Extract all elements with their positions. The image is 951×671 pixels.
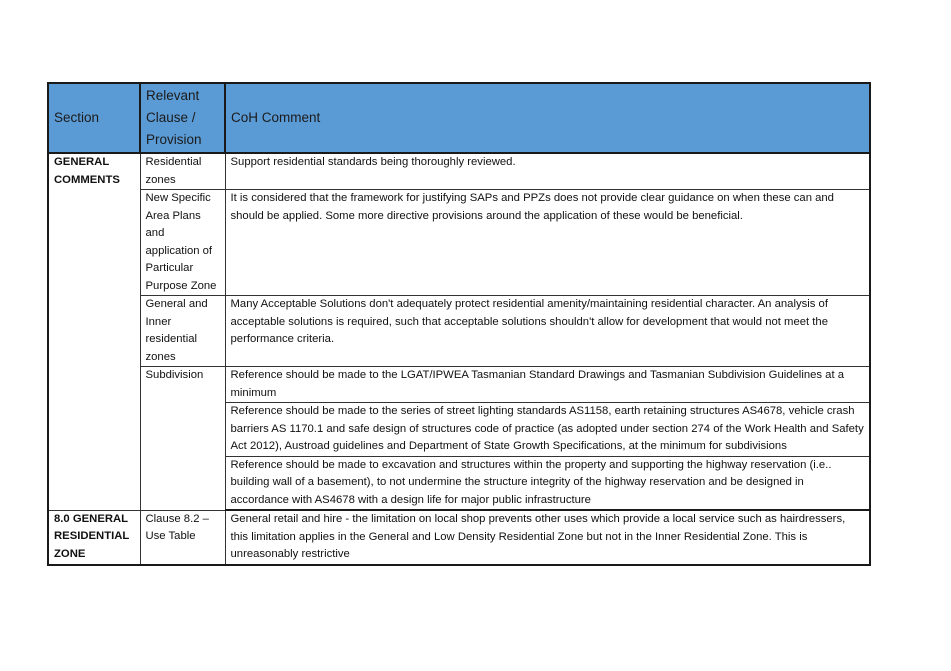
clause-line: Area Plans — [145, 209, 201, 222]
header-section: Section — [48, 83, 140, 153]
clause-line: zones — [145, 350, 176, 363]
section-label-line: RESIDENTIAL — [54, 530, 130, 542]
clause-line: Use Table — [145, 530, 196, 542]
comments-table — [47, 82, 871, 566]
clause-line: Clause 8.2 – — [145, 512, 209, 525]
section-cell-general-comments — [48, 153, 140, 510]
clause-line: New Specific — [145, 192, 211, 204]
clause-line: application of — [145, 244, 213, 257]
table-row — [48, 367, 870, 403]
section-label-line: ZONE — [54, 547, 86, 560]
header-comment: CoH Comment — [225, 83, 870, 153]
section-cell-general-residential-zone — [48, 510, 140, 565]
clause-line: and — [145, 227, 165, 239]
clause-cell — [140, 190, 225, 296]
table-row — [48, 190, 870, 296]
section-label-line: 8.0 GENERAL — [54, 512, 129, 525]
section-label-line: COMMENTS — [54, 173, 120, 186]
header-clause-line: Relevant — [146, 88, 200, 103]
clause-line: zones — [145, 173, 176, 186]
clause-line: Residential — [145, 156, 202, 168]
clause-line: Subdivision — [145, 369, 204, 381]
table-row — [48, 153, 870, 190]
clause-line: residential — [145, 333, 197, 345]
clause-line: Particular — [145, 262, 194, 274]
clause-cell — [140, 153, 225, 190]
clause-line: Inner — [145, 315, 172, 328]
comment-cell: Support residential standards being thoroughly reviewed. — [225, 153, 870, 190]
header-clause — [140, 83, 225, 153]
comment-cell: General retail and hire - the limitation on local shop prevents other uses which provide a local service such as hairdressers, this limitation applies in the General and Low Density Residential Zone but not in the Inner Residential Zone. This is unreasonably restrictive — [225, 510, 870, 565]
comment-cell: Reference should be made to the LGAT/IPWEA Tasmanian Standard Drawings and Tasmanian Subdivision Guidelines at a minimum — [225, 367, 870, 403]
clause-line: Purpose Zone — [145, 279, 217, 292]
comment-cell: It is considered that the framework for justifying SAPs and PPZs does not provide clear guidance on when these can and should be applied. Some more directive provisions around the application of these would be beneficial. — [225, 190, 870, 296]
clause-cell-subdivision — [140, 367, 225, 511]
clause-cell — [140, 296, 225, 367]
section-label-line: GENERAL — [54, 156, 110, 168]
table-row — [48, 510, 870, 565]
clause-cell — [140, 510, 225, 565]
clause-line: General and — [145, 298, 208, 310]
table-row — [48, 296, 870, 367]
table-header-row — [48, 83, 870, 153]
header-clause-line: Provision — [146, 132, 202, 147]
header-clause-line: Clause / — [146, 110, 196, 125]
comment-cell: Reference should be made to the series of street lighting standards AS1158, earth retaining structures AS4678, vehicle crash barriers AS 1170.1 and safe design of structures code of practice (as adopted under section 274 of the Work Health and Safety Act 2012), Austroad guidelines and Department of State Growth Specifications, at the minimum for subdivisions — [225, 403, 870, 457]
comment-cell: Many Acceptable Solutions don't adequately protect residential amenity/maintaining residential character. An analysis of acceptable solutions is required, such that acceptable solutions shouldn't allow for development that would not meet the performance criteria. — [225, 296, 870, 367]
comment-cell: Reference should be made to excavation and structures within the property and supporting the highway reservation (i.e.. building wall of a basement), to not undermine the structure integrity of the highway reservation and be designed in accordance with AS4678 with a design life for major public infrastructure — [225, 456, 870, 510]
